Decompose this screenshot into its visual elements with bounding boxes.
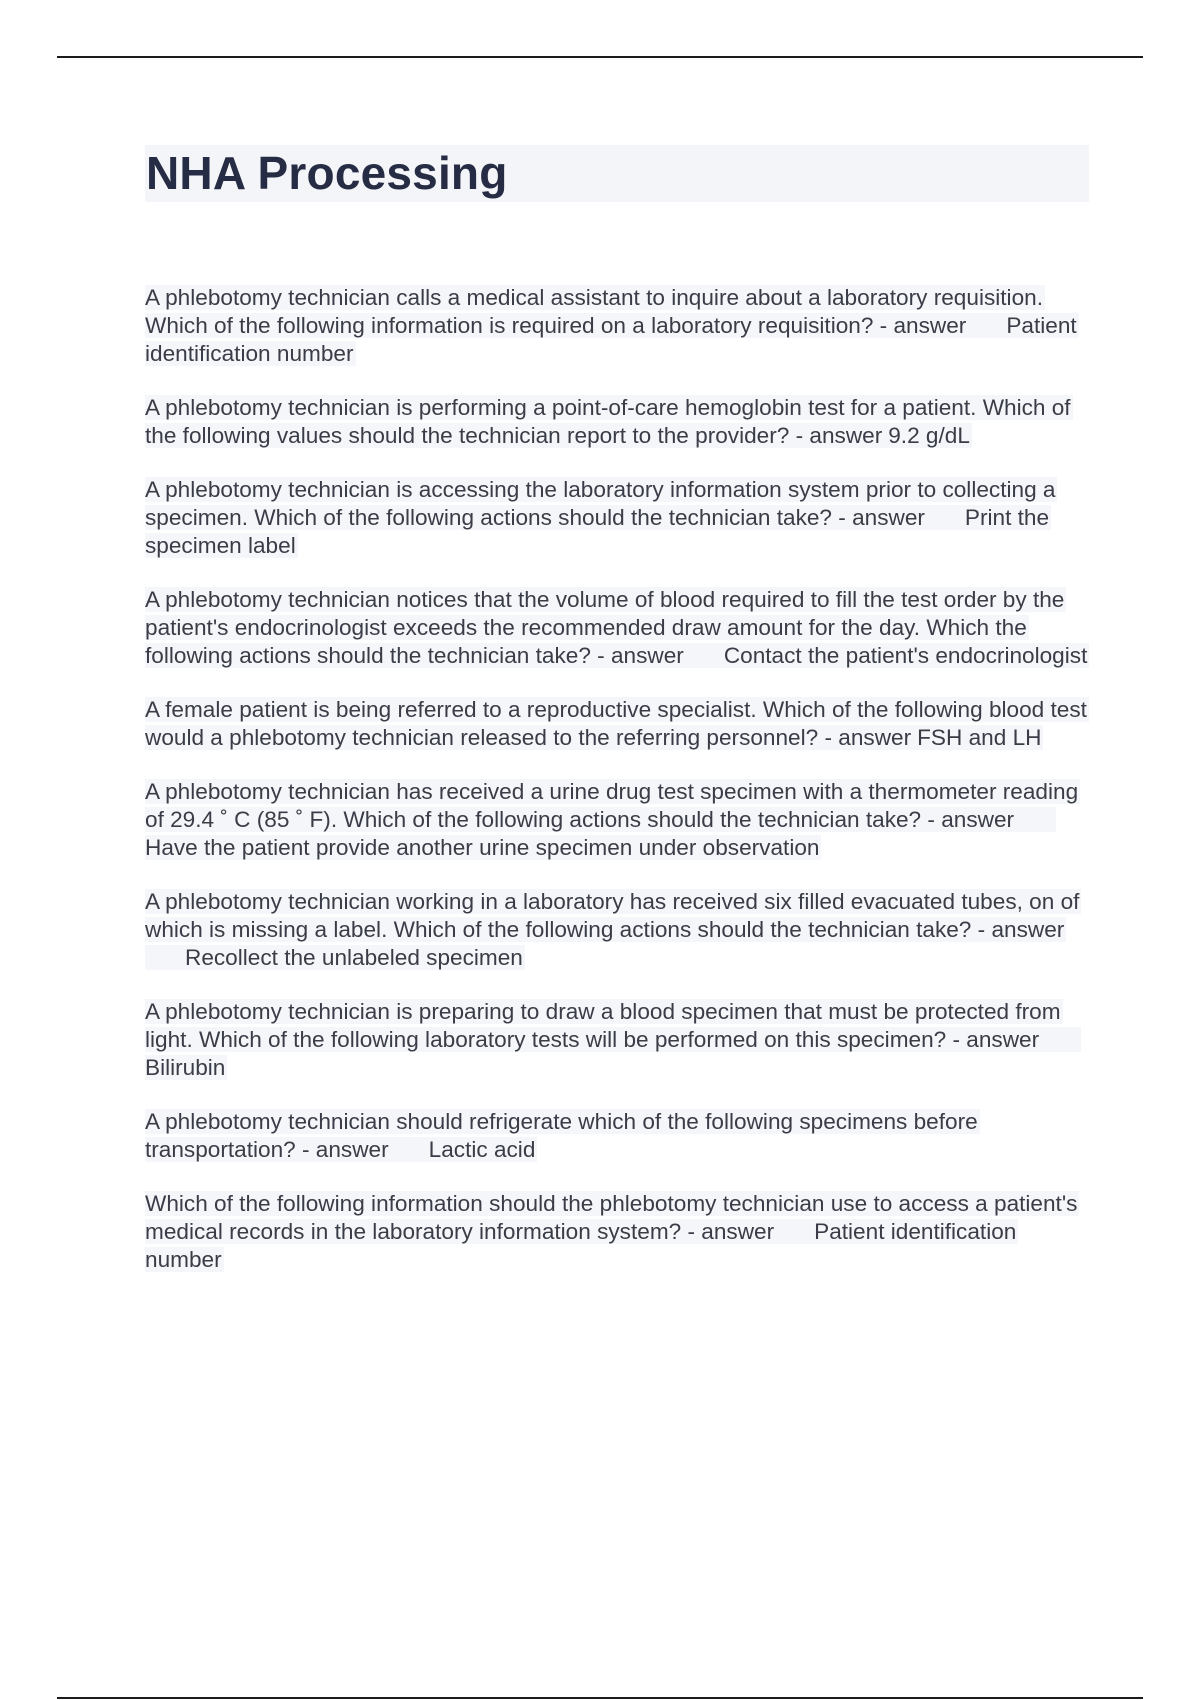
answer-text: Patient identification number	[145, 313, 1077, 366]
qa-item-6	[145, 778, 1095, 862]
question-text: A female patient is being referred to a reproductive specialist. Which of the following blood test would a phlebotomy technician released to the referring personnel? - answer	[145, 697, 1087, 750]
answer-text: 9.2 g/dL	[888, 423, 970, 448]
qa-item-2	[145, 394, 1095, 450]
qa-item-4	[145, 586, 1095, 670]
page-title: NHA Processing	[146, 147, 508, 199]
question-text: A phlebotomy technician is preparing to draw a blood specimen that must be protected from light. Which of the following laboratory tests will be performed on this specimen? - answer	[145, 999, 1061, 1052]
qa-item-1	[145, 284, 1095, 368]
answer-text: Print the specimen label	[145, 505, 1050, 558]
qa-item-8	[145, 998, 1095, 1082]
question-text: A phlebotomy technician should refrigerate which of the following specimens before transportation? - answer	[145, 1109, 978, 1162]
answer-text: Lactic acid	[428, 1137, 536, 1162]
question-text: A phlebotomy technician is performing a point-of-care hemoglobin test for a patient. Which of the following values should the technician report to the provider? - answer	[145, 395, 1071, 448]
question-text: A phlebotomy technician calls a medical assistant to inquire about a laboratory requisition. Which of the following information is required on a laboratory requisition? - answer	[145, 285, 1043, 338]
answer-text: Patient identification number	[145, 1219, 1017, 1272]
answer-text: FSH and LH	[917, 725, 1042, 750]
question-text: A phlebotomy technician is accessing the laboratory information system prior to collecting a specimen. Which of the following actions should the technician take? - answer	[145, 477, 1056, 530]
answer-text: Have the patient provide another urine specimen under observation	[145, 835, 820, 860]
qa-item-3	[145, 476, 1095, 560]
question-text: A phlebotomy technician has received a urine drug test specimen with a thermometer reading of 29.4 ˚ C (85 ˚ F). Which of the following actions should the technician take? - answer	[145, 779, 1079, 832]
top-rule	[57, 56, 1143, 58]
qa-list	[145, 284, 1095, 1300]
qa-item-9	[145, 1108, 1095, 1164]
qa-item-7	[145, 888, 1095, 972]
question-text: A phlebotomy technician notices that the volume of blood required to fill the test order by the patient's endocrinologist exceeds the recommended draw amount for the day. Which the following actions should the technician take? - answer	[145, 587, 1065, 668]
qa-item-5	[145, 696, 1095, 752]
answer-text: Recollect the unlabeled specimen	[185, 945, 523, 970]
answer-text: Contact the patient's endocrinologist	[723, 643, 1088, 668]
answer-text: Bilirubin	[145, 1055, 226, 1080]
question-text: A phlebotomy technician working in a laboratory has received six filled evacuated tubes, on of which is missing a label. Which of the following actions should the technician take? - answer	[145, 889, 1080, 942]
question-text: Which of the following information should the phlebotomy technician use to access a patient's medical records in the laboratory information system? - answer	[145, 1191, 1078, 1244]
qa-item-10	[145, 1190, 1095, 1274]
bottom-rule	[57, 1697, 1143, 1699]
